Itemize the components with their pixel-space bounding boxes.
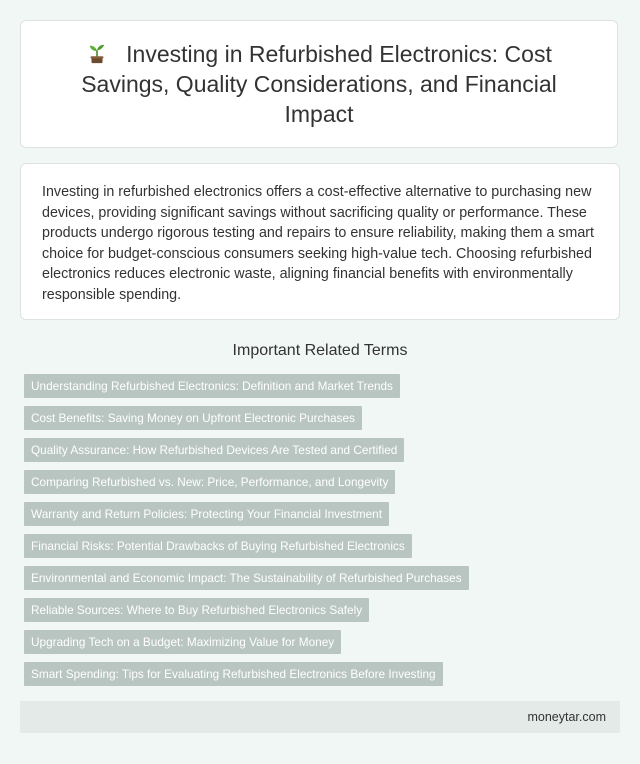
related-term-tag[interactable]: Upgrading Tech on a Budget: Maximizing Value for Money xyxy=(24,630,341,654)
footer-site-link[interactable]: moneytar.com xyxy=(527,710,606,724)
intro-paragraph: Investing in refurbished electronics offers a cost-effective alternative to purchasing new devices, providing significant savings without sacrificing quality or performance. These products undergo rigorous testing and repairs to ensure reliability, making them a smart choice for budget-conscious consumers seeking high-value tech. Choosing refurbished electronics reduces electronic waste, aligning financial benefits with environmentally responsible spending. xyxy=(42,184,595,303)
page-title xyxy=(21,39,617,129)
related-term-tag[interactable]: Quality Assurance: How Refurbished Devices Are Tested and Certified xyxy=(24,438,404,462)
footer xyxy=(20,701,620,733)
page-title-text: Investing in Refurbished Electronics: Cost Savings, Quality Considerations, and Financial Impact xyxy=(81,41,557,127)
seedling-icon xyxy=(86,42,108,64)
related-term-tag[interactable]: Smart Spending: Tips for Evaluating Refurbished Electronics Before Investing xyxy=(24,662,443,686)
related-term-tag[interactable]: Cost Benefits: Saving Money on Upfront Electronic Purchases xyxy=(24,406,362,430)
related-terms-list xyxy=(24,374,469,694)
related-term-tag[interactable]: Reliable Sources: Where to Buy Refurbished Electronics Safely xyxy=(24,598,369,622)
related-term-tag[interactable]: Environmental and Economic Impact: The Sustainability of Refurbished Purchases xyxy=(24,566,469,590)
related-term-tag[interactable]: Warranty and Return Policies: Protecting Your Financial Investment xyxy=(24,502,389,526)
related-term-tag[interactable]: Understanding Refurbished Electronics: Definition and Market Trends xyxy=(24,374,400,398)
intro-card xyxy=(20,163,620,320)
related-term-tag[interactable]: Comparing Refurbished vs. New: Price, Performance, and Longevity xyxy=(24,470,395,494)
title-card xyxy=(20,20,618,148)
related-terms-heading: Important Related Terms xyxy=(232,342,408,359)
related-term-tag[interactable]: Financial Risks: Potential Drawbacks of Buying Refurbished Electronics xyxy=(24,534,412,558)
